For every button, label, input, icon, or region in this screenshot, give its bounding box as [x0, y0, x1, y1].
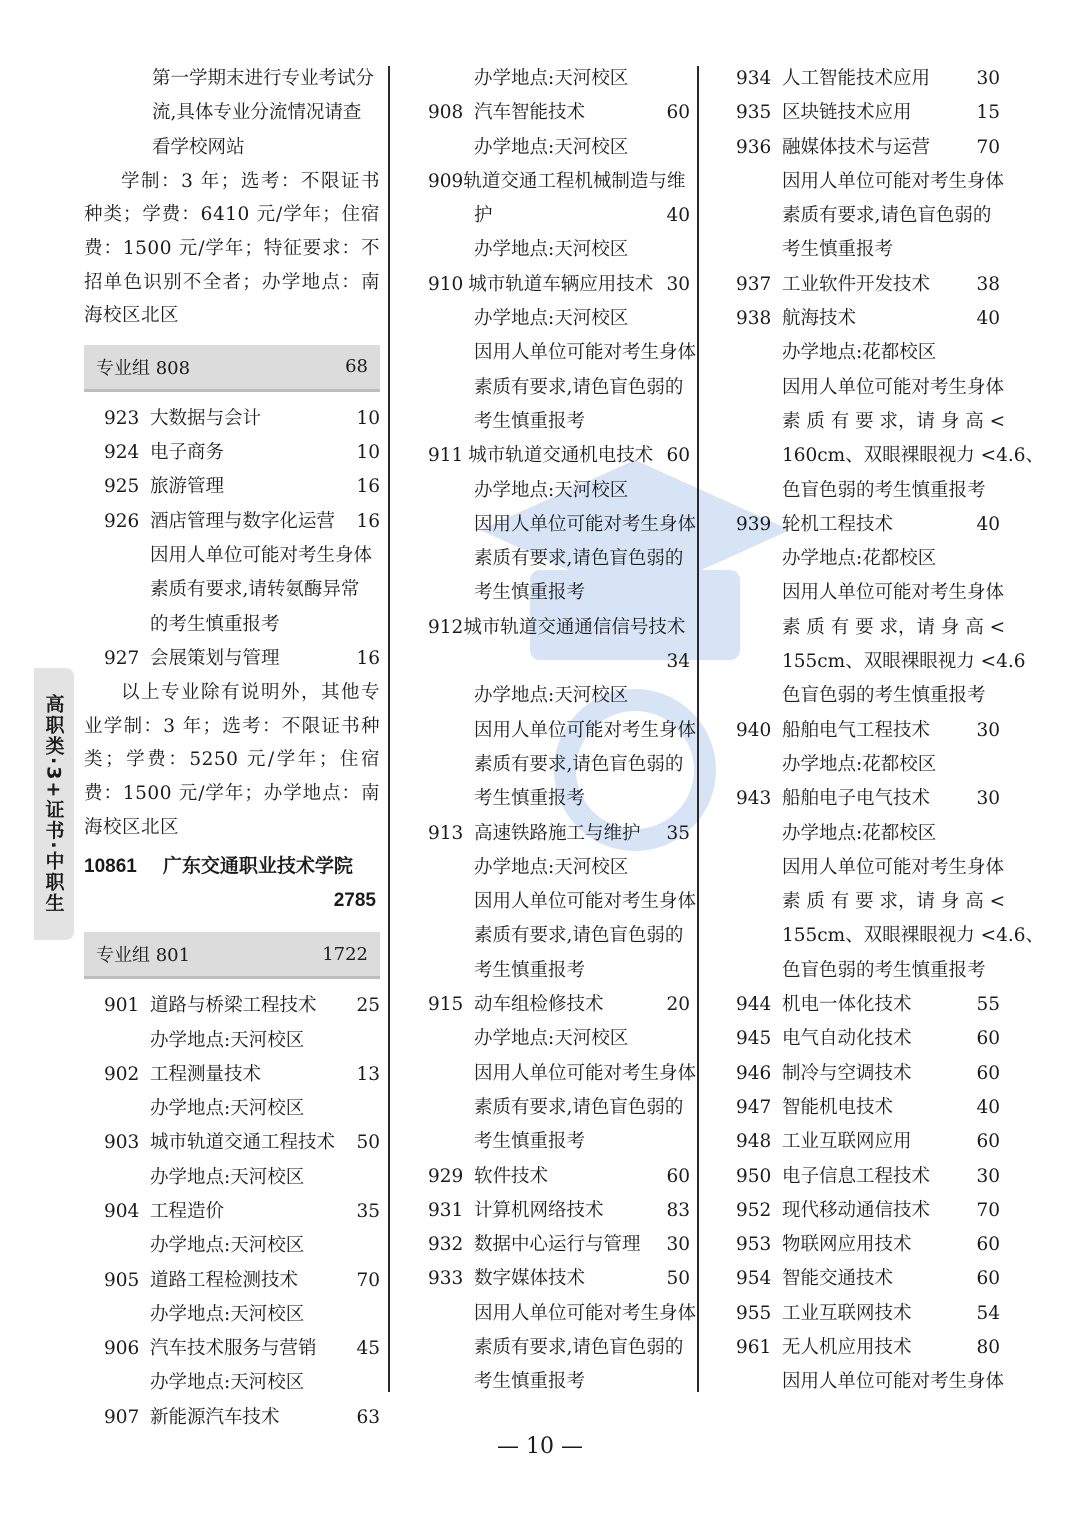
group-quota: 68	[345, 356, 368, 378]
group-header-808	[84, 345, 380, 392]
program-name: 物联网应用技术	[782, 1234, 912, 1256]
program-quota: 30	[666, 1234, 690, 1256]
note-line: 办学地点:花都校区	[782, 548, 937, 570]
program-name: 轮机工程技术	[782, 513, 894, 535]
program-quota: 40	[976, 513, 1000, 535]
campus-line: 办学地点:天河校区	[150, 1166, 305, 1188]
program-row	[408, 1194, 690, 1228]
program-quota: 30	[976, 719, 1000, 741]
program-row	[716, 1331, 1000, 1365]
program-name: 人工智能技术应用	[782, 68, 931, 89]
note-line: 素质有要求,请色盲色弱的	[474, 1336, 684, 1358]
program-row	[84, 1401, 380, 1435]
note-line: 办学地点:花都校区	[782, 753, 937, 775]
program-quota: 40	[976, 308, 1000, 330]
column-divider	[388, 66, 390, 1392]
column-1	[84, 62, 380, 1435]
program-quota: 16	[356, 510, 380, 532]
note-line: 素质有要求,请色盲色弱的	[474, 753, 684, 775]
program-quota: 60	[976, 1131, 1000, 1153]
note-line: 素 质 有 要 求，请 身 高 <	[782, 616, 1006, 638]
program-row	[716, 302, 1000, 336]
note-line: 因用人单位可能对考生身体	[782, 170, 1005, 192]
program-row	[84, 436, 380, 470]
program-note: 以上专业除有说明外，其他专业学制：3 年；选考：不限证书种类；学费：5250 元/学年；住宿费：1500 元/学年；办学地点：南海校区北区	[84, 682, 380, 838]
program-code: 909	[428, 170, 464, 192]
program-row	[408, 817, 690, 851]
program-quota: 55	[976, 994, 1000, 1016]
program-quota: 70	[356, 1269, 380, 1291]
program-name: 城市轨道交通通信信号技术	[463, 616, 686, 638]
note-line: 因用人单位可能对考生身体	[782, 856, 1005, 878]
page-number: — 10 —	[497, 1434, 583, 1459]
program-code: 940	[736, 719, 772, 741]
program-name: 电子商务	[150, 442, 225, 464]
program-row	[716, 714, 1000, 748]
program-row	[716, 96, 1000, 130]
program-quota: 60	[666, 1165, 690, 1187]
program-row	[84, 1332, 380, 1366]
program-name: 汽车技术服务与营销	[150, 1338, 317, 1360]
note-line: 色盲色弱的考生慎重报考	[782, 959, 986, 981]
program-quota: 35	[356, 1200, 380, 1222]
program-code: 955	[736, 1302, 772, 1324]
program-row	[408, 96, 690, 130]
program-row	[716, 988, 1000, 1022]
program-row	[716, 1057, 1000, 1091]
program-code: 948	[736, 1131, 772, 1153]
program-code: 935	[736, 102, 772, 124]
program-quota: 60	[976, 1062, 1000, 1084]
program-quota: 15	[976, 102, 1000, 124]
program-quota: 63	[356, 1406, 380, 1428]
school-name: 广东交通职业技术学院	[162, 856, 353, 878]
program-row	[84, 989, 380, 1023]
program-quota: 50	[666, 1268, 690, 1290]
note-line: 素质有要求,请色盲色弱的	[782, 205, 992, 227]
program-note-line: 素质有要求,请转氨酶异常	[150, 579, 360, 601]
campus-line: 办学地点:天河校区	[474, 239, 629, 261]
note-line: 办学地点:花都校区	[782, 822, 937, 844]
program-code: 912	[428, 616, 464, 638]
school-quota: 2785	[333, 890, 376, 912]
program-code: 938	[736, 308, 772, 330]
program-quota: 54	[976, 1302, 1000, 1324]
program-quota: 38	[976, 273, 1000, 295]
program-code: 931	[428, 1199, 464, 1221]
program-quota: 20	[666, 994, 690, 1016]
program-name: 城市轨道交通工程技术	[150, 1132, 336, 1154]
program-quota: 50	[356, 1132, 380, 1154]
program-name: 旅游管理	[150, 476, 225, 498]
campus-line: 办学地点:天河校区	[150, 1098, 305, 1120]
note-line: 因用人单位可能对考生身体	[782, 376, 1005, 398]
program-code: 908	[428, 102, 464, 124]
program-row	[408, 988, 690, 1022]
program-name: 城市轨道车辆应用技术	[468, 273, 654, 295]
campus-line: 办学地点:天河校区	[150, 1372, 305, 1394]
program-name: 软件技术	[474, 1165, 549, 1187]
group-header-801	[84, 932, 380, 979]
program-code: 952	[736, 1199, 772, 1221]
program-name: 道路工程检测技术	[150, 1269, 299, 1291]
program-quota: 60	[666, 102, 690, 124]
program-note-line: 因用人单位可能对考生身体	[150, 545, 373, 567]
note-line: 素质有要求,请色盲色弱的	[474, 925, 684, 947]
program-quota: 83	[666, 1199, 690, 1221]
campus-line: 办学地点:天河校区	[474, 136, 629, 158]
program-name: 区块链技术应用	[782, 102, 912, 124]
note-line: 办学地点:天河校区	[474, 856, 629, 878]
program-quota: 30	[976, 68, 1000, 89]
program-row	[716, 782, 1000, 816]
program-row	[716, 131, 1000, 165]
note-line: 考生慎重报考	[474, 582, 586, 604]
program-row	[716, 268, 1000, 302]
program-row	[408, 1160, 690, 1194]
program-code: 915	[428, 994, 464, 1016]
note-line: 因用人单位可能对考生身体	[474, 719, 697, 741]
note-line: 素质有要求,请色盲色弱的	[474, 376, 684, 398]
program-code: 936	[736, 136, 772, 158]
school-header	[84, 850, 380, 884]
note-line: 因用人单位可能对考生身体	[474, 513, 697, 535]
program-quota: 60	[976, 1028, 1000, 1050]
program-code: 923	[104, 407, 140, 429]
note-line: 考生慎重报考	[474, 410, 586, 432]
program-name: 动车组检修技术	[474, 994, 604, 1016]
program-quota: 13	[356, 1063, 380, 1085]
group-label: 专业组 801	[96, 945, 191, 967]
program-code: 903	[104, 1132, 140, 1154]
program-row	[408, 1228, 690, 1262]
program-name: 现代移动通信技术	[782, 1199, 931, 1221]
program-name: 城市轨道交通机电技术	[468, 445, 654, 467]
program-code: 961	[736, 1336, 772, 1358]
program-name: 工业软件开发技术	[782, 273, 931, 295]
program-name: 电子信息工程技术	[782, 1165, 931, 1187]
program-code: 947	[736, 1096, 772, 1118]
program-row	[716, 1194, 1000, 1228]
program-quota: 70	[976, 136, 1000, 158]
program-quota: 70	[976, 1199, 1000, 1221]
program-row	[408, 1262, 690, 1296]
note-line: 因用人单位可能对考生身体	[474, 1302, 697, 1324]
program-row	[716, 508, 1000, 542]
program-name: 数据中心运行与管理	[474, 1234, 641, 1256]
note-line: 办学地点:天河校区	[474, 479, 629, 501]
program-row	[408, 611, 690, 645]
note-line: 考生慎重报考	[782, 239, 894, 261]
program-code: 926	[104, 510, 140, 532]
program-name: 工业互联网应用	[782, 1131, 912, 1153]
program-quota: 25	[356, 995, 380, 1017]
note-line: 色盲色弱的考生慎重报考	[782, 685, 986, 707]
program-quota: 80	[976, 1336, 1000, 1358]
group-quota: 1722	[322, 943, 368, 965]
program-note-line: 的考生慎重报考	[150, 613, 280, 635]
program-code: 946	[736, 1062, 772, 1084]
group-label: 专业组 808	[96, 357, 191, 379]
program-name: 智能机电技术	[782, 1096, 894, 1118]
note-line: 办学地点:天河校区	[474, 1028, 629, 1050]
note-line: 因用人单位可能对考生身体	[474, 1062, 697, 1084]
note-line: 160cm、双眼裸眼视力 <4.6、	[782, 445, 1045, 467]
program-row	[84, 1264, 380, 1298]
program-name: 高速铁路施工与维护	[474, 822, 641, 844]
note-line: 素质有要求,请色盲色弱的	[474, 548, 684, 570]
program-quota: 10	[356, 442, 380, 464]
campus-line: 办学地点:天河校区	[150, 1303, 305, 1325]
program-row	[84, 1195, 380, 1229]
program-row	[84, 1126, 380, 1160]
program-name: 融媒体技术与运营	[782, 136, 931, 158]
program-code: 927	[104, 647, 140, 669]
note-line: 办学地点:天河校区	[474, 308, 629, 330]
program-note: 学制：3 年；选考：不限证书种类；学费：6410 元/学年；住宿费：1500 元/学年；特征要求：不招单色识别不全者；办学地点：南海校区北区	[84, 170, 380, 327]
program-name: 计算机网络技术	[474, 1199, 604, 1221]
note-line: 因用人单位可能对考生身体	[474, 342, 697, 364]
program-name: 汽车智能技术	[474, 102, 586, 124]
program-code: 939	[736, 513, 772, 535]
intro-line: 第一学期末进行专业考试分	[152, 68, 375, 89]
program-quota: 16	[356, 647, 380, 669]
program-name: 工程造价	[150, 1200, 225, 1222]
program-row-continued	[408, 645, 690, 679]
program-quota: 16	[356, 476, 380, 498]
program-name: 制冷与空调技术	[782, 1062, 912, 1084]
program-code: 953	[736, 1234, 772, 1256]
side-category-tab: 高职类·3+证书·中职生	[34, 668, 74, 940]
program-name: 航海技术	[782, 308, 857, 330]
program-code: 911	[428, 445, 464, 467]
program-name: 数字媒体技术	[474, 1268, 586, 1290]
program-quota: 30	[666, 273, 690, 295]
note-line: 素质有要求,请色盲色弱的	[474, 1096, 684, 1118]
note-line: 考生慎重报考	[474, 959, 586, 981]
program-code: 924	[104, 442, 140, 464]
program-row	[716, 1262, 1000, 1296]
intro-line: 看学校网站	[152, 136, 245, 158]
program-name: 工业互联网技术	[782, 1302, 912, 1324]
note-line: 考生慎重报考	[474, 1131, 586, 1153]
note-line: 因用人单位可能对考生身体	[782, 1371, 1005, 1393]
program-row	[408, 439, 690, 473]
program-code: 906	[104, 1338, 140, 1360]
note-line: 155cm、双眼裸眼视力 <4.6	[782, 651, 1026, 673]
note-line: 素 质 有 要 求，请 身 高 <	[782, 891, 1006, 913]
program-row	[716, 1160, 1000, 1194]
program-name: 无人机应用技术	[782, 1336, 912, 1358]
program-row	[84, 470, 380, 504]
note-line: 办学地点:花都校区	[782, 342, 937, 364]
note-line: 色盲色弱的考生慎重报考	[782, 479, 986, 501]
program-code: 929	[428, 1165, 464, 1187]
program-name: 智能交通技术	[782, 1268, 894, 1290]
program-code: 937	[736, 273, 772, 295]
program-name: 机电一体化技术	[782, 994, 912, 1016]
program-code: 932	[428, 1234, 464, 1256]
program-row	[716, 62, 1000, 96]
note-line: 考生慎重报考	[474, 788, 586, 810]
note-line: 155cm、双眼裸眼视力 <4.6、	[782, 925, 1045, 947]
column-3	[716, 62, 1045, 1400]
program-name: 船舶电气工程技术	[782, 719, 931, 741]
column-divider	[697, 66, 699, 1392]
program-name: 道路与桥梁工程技术	[150, 995, 317, 1017]
program-row	[408, 268, 690, 302]
program-quota: 40	[666, 205, 690, 227]
program-row	[84, 505, 380, 539]
program-quota: 30	[976, 1165, 1000, 1187]
program-code: 901	[104, 995, 140, 1017]
program-code: 904	[104, 1200, 140, 1222]
program-row	[84, 642, 380, 676]
note-line: 因用人单位可能对考生身体	[782, 582, 1005, 604]
program-quota: 10	[356, 407, 380, 429]
program-quota: 60	[666, 445, 690, 467]
program-quota: 34	[666, 651, 690, 673]
program-name: 酒店管理与数字化运营	[150, 510, 336, 532]
program-name: 电气自动化技术	[782, 1028, 912, 1050]
program-row	[716, 1125, 1000, 1159]
note-line: 因用人单位可能对考生身体	[474, 891, 697, 913]
campus-line: 办学地点:天河校区	[474, 68, 629, 89]
program-name: 船舶电子电气技术	[782, 788, 931, 810]
program-row	[716, 1228, 1000, 1262]
program-quota: 40	[976, 1096, 1000, 1118]
program-code: 944	[736, 994, 772, 1016]
program-row	[84, 1058, 380, 1092]
intro-line: 流,具体专业分流情况请查	[152, 102, 362, 124]
note-line: 素 质 有 要 求，请 身 高 <	[782, 410, 1006, 432]
program-name: 新能源汽车技术	[150, 1406, 280, 1428]
program-name: 会展策划与管理	[150, 647, 280, 669]
program-name: 工程测量技术	[150, 1063, 262, 1085]
campus-line: 办学地点:天河校区	[150, 1235, 305, 1257]
program-code: 913	[428, 822, 464, 844]
program-code: 905	[104, 1269, 140, 1291]
program-row	[716, 1022, 1000, 1056]
column-2	[408, 62, 697, 1400]
program-code: 910	[428, 273, 464, 295]
program-code: 954	[736, 1268, 772, 1290]
program-row	[716, 1297, 1000, 1331]
campus-line: 办学地点:天河校区	[150, 1029, 305, 1051]
program-name: 护	[474, 205, 493, 227]
program-row	[716, 1091, 1000, 1125]
program-row	[408, 165, 690, 199]
program-quota: 60	[976, 1234, 1000, 1256]
program-code: 907	[104, 1406, 140, 1428]
program-code: 934	[736, 68, 772, 89]
program-code: 902	[104, 1063, 140, 1085]
program-quota: 45	[356, 1338, 380, 1360]
school-code: 10861	[84, 856, 137, 878]
program-code: 925	[104, 476, 140, 498]
program-code: 945	[736, 1028, 772, 1050]
program-quota: 60	[976, 1268, 1000, 1290]
note-line: 办学地点:天河校区	[474, 685, 629, 707]
note-line: 考生慎重报考	[474, 1371, 586, 1393]
program-quota: 30	[976, 788, 1000, 810]
program-code: 933	[428, 1268, 464, 1290]
program-quota: 35	[666, 822, 690, 844]
program-code: 950	[736, 1165, 772, 1187]
program-row-continued	[408, 199, 690, 233]
program-row	[84, 402, 380, 436]
program-name: 轨道交通工程机械制造与维	[463, 170, 686, 192]
program-name: 大数据与会计	[150, 407, 262, 429]
program-code: 943	[736, 788, 772, 810]
